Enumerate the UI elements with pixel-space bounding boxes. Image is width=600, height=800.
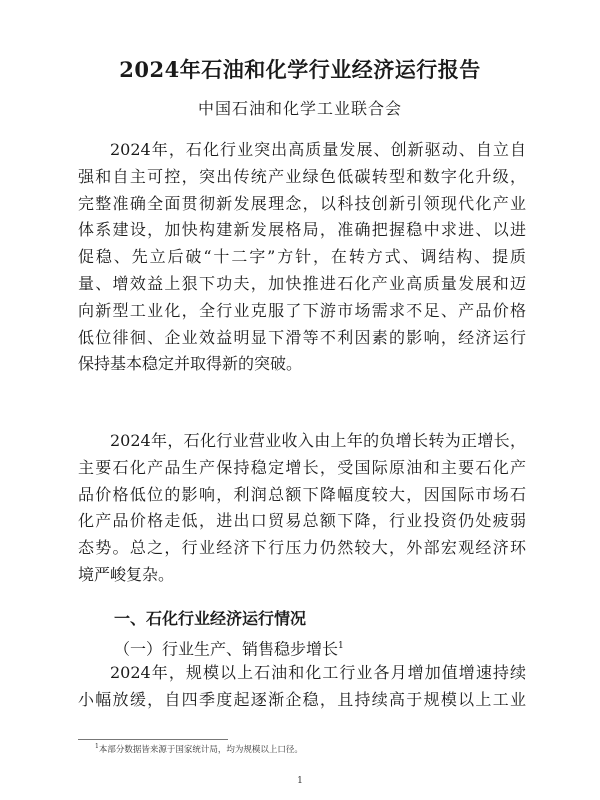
paragraph-line: 态势。总之，行业经济下行压力仍然较大，外部宏观经济环 (78, 538, 526, 558)
footnote (95, 743, 303, 755)
paragraph-line: 小幅放缓，自四季度起逐渐企稳，且持续高于规模以上工业 (78, 689, 526, 709)
paragraph-line: 品价格低位的影响，利润总额下降幅度较大，因国际市场石 (78, 484, 526, 504)
subsection-heading-text: （一）行业生产、销售稳步增长 (114, 639, 339, 659)
paragraph-line: 促稳、先立后破“十二字”方针，在转方式、调结构、提质 (78, 247, 526, 267)
paragraph-line: 2024年，规模以上石油和化工行业各月增加值增速持续 (110, 663, 526, 682)
paragraph-line: 量、增效益上狠下功夫，加快推进石化产业高质量发展和迈 (78, 273, 526, 293)
section-heading: 一、石化行业经济运行情况 (114, 609, 307, 628)
paragraph-line: 向新型工业化，全行业克服了下游市场需求不足、产品价格 (78, 300, 526, 320)
paragraph-line: 体系建设，加快构建新发展格局，准确把握稳中求进、以进 (78, 220, 526, 240)
paragraph-line: 化产品价格走低，进出口贸易总额下降，行业投资仍处疲弱 (78, 511, 526, 531)
paragraph-line: 境严峻复杂。 (78, 564, 175, 584)
paragraph-line: 强和自主可控，突出传统产业绿色低碳转型和数字化升级， (78, 166, 526, 186)
paragraph-2 (78, 428, 526, 589)
subsection-heading (114, 633, 344, 662)
report-author: 中国石油和化学工业联合会 (197, 99, 402, 118)
footnote-mark: 1 (95, 743, 99, 751)
paragraph-line: 主要石化产品生产保持稳定增长，受国际原油和主要石化产 (78, 457, 526, 477)
paragraph-1 (78, 137, 526, 378)
page-number: 1 (297, 776, 303, 786)
paragraph-line: 2024年，石化行业营业收入由上年的负增长转为正增长， (110, 431, 526, 450)
footnote-reference[interactable]: 1 (338, 641, 344, 651)
footnote-divider (78, 739, 228, 740)
paragraph-line: 保持基本稳定并取得新的突破。 (78, 354, 303, 374)
paragraph-line: 低位徘徊、企业效益明显下滑等不利因素的影响，经济运行 (78, 327, 526, 347)
report-title: 2024年石油和化学行业经济运行报告 (119, 57, 481, 82)
paragraph-line: 完整准确全面贯彻新发展理念，以科技创新引领现代化产业 (78, 193, 526, 213)
paragraph-line: 2024年，石化行业突出高质量发展、创新驱动、自立自 (110, 140, 526, 159)
paragraph-3 (78, 660, 526, 714)
footnote-text: 本部分数据皆来源于国家统计局，均为规模以上口径。 (98, 745, 303, 755)
